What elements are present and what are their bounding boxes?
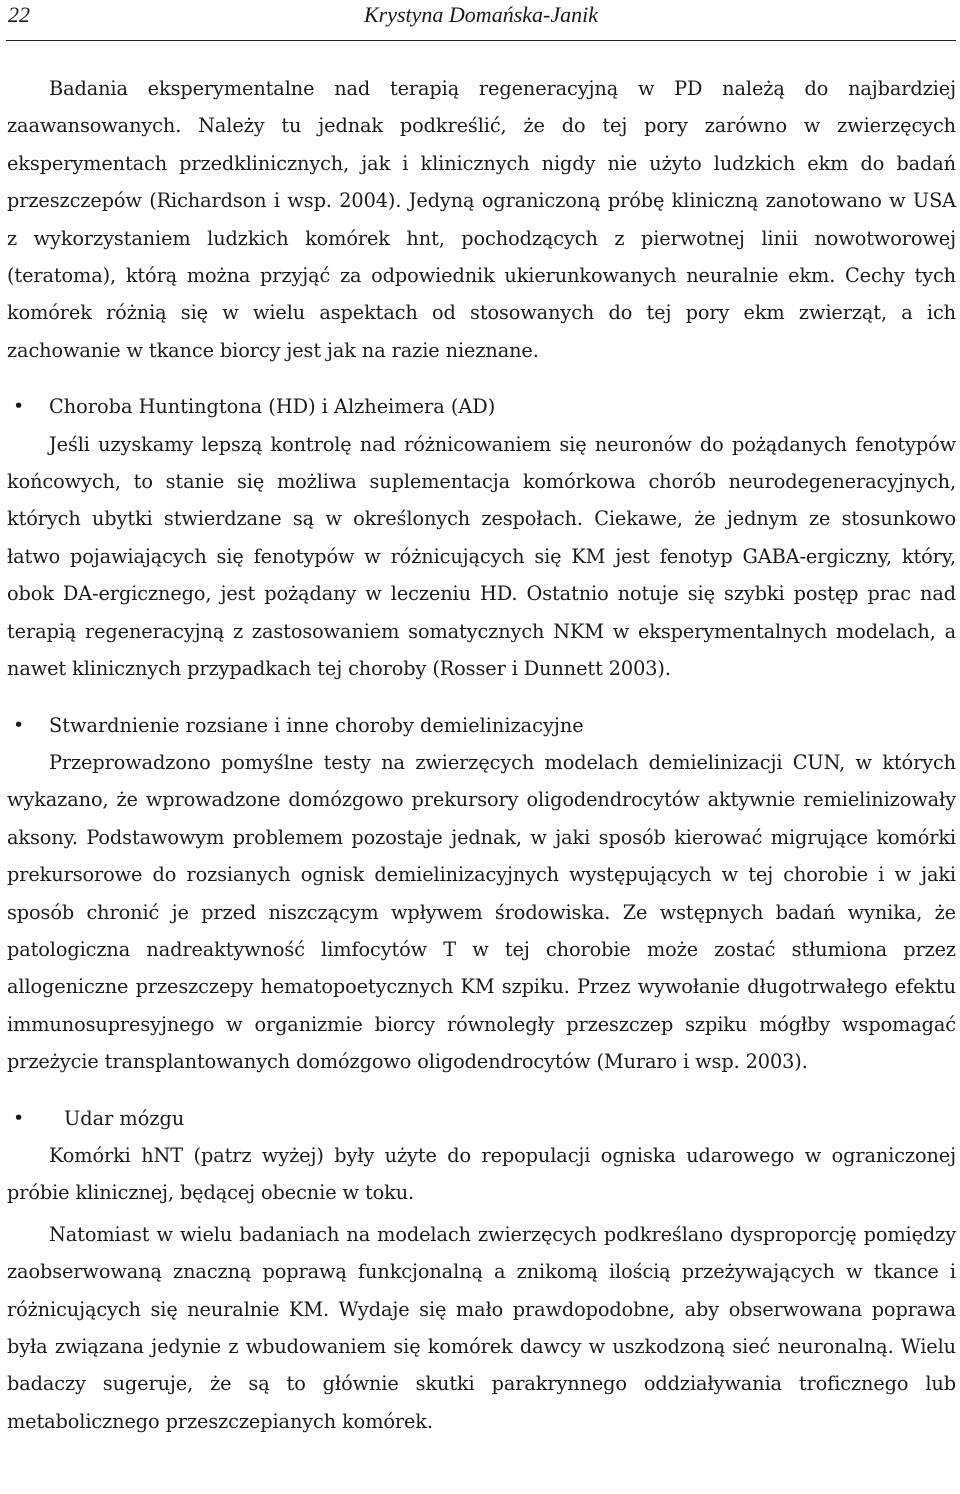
section-paragraph: Natomiast w wielu badaniach na modelach zwierzęcych podkreślano dysproporcję pomiędzy zaobserwowaną znaczną poprawą funkcjonalną a znikomą ilością przeżywających w tkance i różnicujących się neuralnie KM. Wydaje się mało prawdopodobne, aby obserwowana poprawa była związana jedynie z wbudowaniem się komórek dawcy w uszkodzoną sieć neuronalną. Wielu badaczy sugeruje, że są to głównie skutki parakrynnego oddziaływania troficznego lub metabolicznego przeszczepianych komórek. xyxy=(7,1222,956,1433)
intro-paragraph: Badania eksperymentalne nad terapią regeneracyjną w PD należą do najbardziej zaawansowanych. Należy tu jednak podkreślić, że do tej pory zarówno w zwierzęcych eksperymentach przedklinicznych, jak i klinicznych nigdy nie użyto ludzkich ekm do badań przeszczepów (Richardson i wsp. 2004). Jedyną ograniczoną próbę kliniczną zanotowano w USA z wykorzystaniem ludzkich komórek hnt, pochodzących z pierwotnej linii nowotworowej (teratoma), którą można przyjąć za odpowiednik ukierunkowanych neuralnie ekm. Cechy tych komórek różnią się w wielu aspektach od stosowanych do tej pory ekm zwierząt, a ich zachowanie w tkance biorcy jest jak na razie nieznane. xyxy=(7,77,956,362)
page-number: 22 xyxy=(8,2,30,27)
body-text xyxy=(7,70,956,1440)
running-head-author: Krystyna Domańska-Janik xyxy=(363,2,598,27)
section-paragraph: Jeśli uzyskamy lepszą kontrolę nad różnicowaniem się neuronów do pożądanych fenotypów końcowych, to stanie się możliwa suplementacja komórkowa chorób neurodegeneracyjnych, których ubytki stwierdzane są w określonych zespołach. Ciekawe, że jednym ze stosunkowo łatwo pojawiających się fenotypów w różnicujących się KM jest fenotyp GABA-ergiczny, który, obok DA-ergicznego, jest pożądany w leczeniu HD. Ostatnio notuje się szybki postęp prac nad terapią regeneracyjną z zastosowaniem somatycznych NKM w eksperymentalnych modelach, a nawet klinicznych przypadkach tej choroby (Rosser i Dunnett 2003). xyxy=(7,432,956,681)
section-heading-sclerosis xyxy=(7,707,956,744)
section-title: Stwardnienie rozsiane i inne choroby demielinizacyjne xyxy=(49,713,584,737)
bullet-icon: • xyxy=(13,1106,25,1129)
section-title: Choroba Huntingtona (HD) i Alzheimera (AD) xyxy=(49,395,496,419)
section-heading-huntington xyxy=(7,388,956,425)
section-heading-stroke xyxy=(7,1100,956,1137)
section-paragraph: Komórki hNT (patrz wyżej) były użyte do repopulacji ogniska udarowego w ograniczonej próbie klinicznej, będącej obecnie w toku. xyxy=(7,1143,956,1205)
section-paragraph: Przeprowadzono pomyślne testy na zwierzęcych modelach demielinizacji CUN, w których wykazano, że wprowadzone domózgowo prekursory oligodendrocytów aktywnie remielinizowały aksony. Podstawowym problemem pozostaje jednak, w jaki sposób kierować migrujące komórki prekursorowe do rozsianych ognisk demielinizacyjnych występujących w tej chorobie i w jaki sposób chronić je przed niszczącym wpływem środowiska. Ze wstępnych badań wynika, że patologiczna nadreaktywność limfocytów T w tej chorobie może zostać stłumiona przez allogeniczne przeszczepy hematopoetycznych KM szpiku. Przez wywołanie długotrwałego efektu immunosupresyjnego w organizmie biorcy równoległy przeszczep szpiku mógłby wspomagać przeżycie transplantowanych domózgowo oligodendrocytów (Muraro i wsp. 2003). xyxy=(7,750,956,1074)
bullet-icon: • xyxy=(13,395,25,418)
bullet-icon: • xyxy=(13,713,25,736)
section-title: Udar mózgu xyxy=(64,1106,185,1130)
page-header xyxy=(6,0,956,41)
